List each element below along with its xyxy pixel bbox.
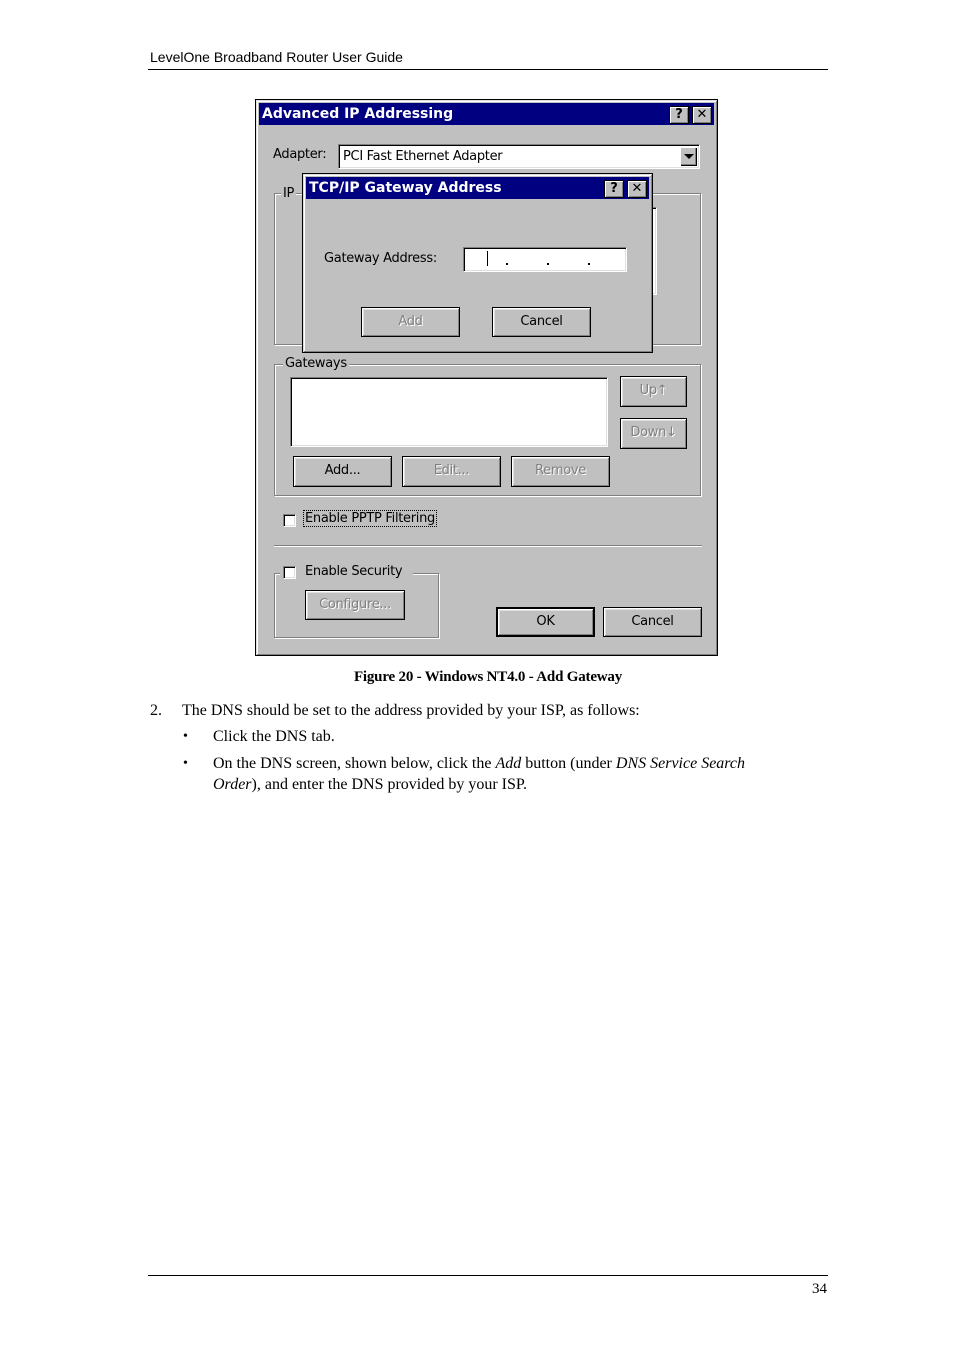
pptp-filtering-checkbox[interactable] — [283, 514, 296, 527]
help-icon: ? — [610, 181, 618, 196]
page-number: 34 — [812, 1281, 827, 1297]
enable-security-label[interactable]: Enable Security — [305, 564, 403, 579]
chevron-down-icon[interactable] — [680, 147, 697, 166]
gateways-caption: Gateways — [285, 356, 347, 371]
help-icon: ? — [675, 107, 683, 122]
page-header-title: LevelOne Broadband Router User Guide — [150, 49, 403, 65]
separator — [274, 545, 702, 547]
bullet-2-line-2: Order), and enter the DNS provided by your ISP. — [213, 776, 528, 793]
close-icon: ✕ — [696, 107, 708, 122]
subdialog-help-button[interactable] — [604, 180, 624, 198]
header-rule — [148, 69, 828, 70]
dialog-titlebar — [259, 103, 714, 125]
adapter-combobox[interactable] — [338, 144, 700, 169]
dialog-title: Advanced IP Addressing — [262, 106, 454, 122]
gateways-list[interactable] — [290, 377, 608, 447]
ip-octet-separator — [588, 263, 590, 265]
bullet-1-text: Click the DNS tab. — [213, 728, 335, 745]
configure-button[interactable]: Configure... — [305, 590, 405, 620]
close-button[interactable] — [692, 106, 712, 124]
help-button[interactable] — [669, 106, 689, 124]
step-text: The DNS should be set to the address provided by your ISP, as follows: — [182, 702, 640, 719]
up-button[interactable]: Up↑ — [620, 376, 687, 407]
down-button[interactable]: Down↓ — [620, 418, 687, 449]
footer-rule — [148, 1275, 828, 1276]
gateway-address-label: Gateway Address: — [324, 251, 437, 266]
figure-caption: Figure 20 - Windows NT4.0 - Add Gateway — [353, 669, 623, 685]
ip-octet-separator — [506, 263, 508, 265]
add-gateway-button[interactable]: Add... — [293, 456, 392, 487]
step-number: 2. — [150, 702, 162, 719]
enable-security-checkbox[interactable] — [283, 566, 296, 579]
subdialog-cancel-button[interactable]: Cancel — [492, 307, 591, 337]
bullet-marker: • — [183, 729, 188, 744]
gateways-group — [274, 356, 701, 496]
text-caret — [487, 251, 488, 266]
subdialog-title: TCP/IP Gateway Address — [309, 180, 502, 196]
bullet-2-line-1: On the DNS screen, shown below, click the Add button (under DNS Service Search — [213, 755, 746, 772]
gateway-address-input[interactable] — [463, 247, 627, 272]
ip-octet-separator — [547, 263, 549, 265]
ok-button[interactable]: OK — [496, 607, 595, 637]
bullet-marker: • — [183, 756, 188, 771]
subdialog-add-button[interactable]: Add — [361, 307, 460, 337]
adapter-value: PCI Fast Ethernet Adapter — [343, 149, 503, 164]
remove-gateway-button[interactable]: Remove — [511, 456, 610, 487]
edit-gateway-button[interactable]: Edit... — [402, 456, 501, 487]
subdialog-titlebar — [306, 177, 649, 199]
ip-group-caption: IP — [283, 186, 295, 201]
adapter-label: Adapter: — [273, 147, 327, 162]
pptp-filtering-label[interactable]: Enable PPTP Filtering — [305, 511, 436, 526]
tcpip-gateway-address-dialog — [302, 173, 653, 353]
close-icon: ✕ — [631, 181, 643, 196]
subdialog-close-button[interactable] — [627, 180, 647, 198]
cancel-button[interactable]: Cancel — [603, 607, 702, 637]
